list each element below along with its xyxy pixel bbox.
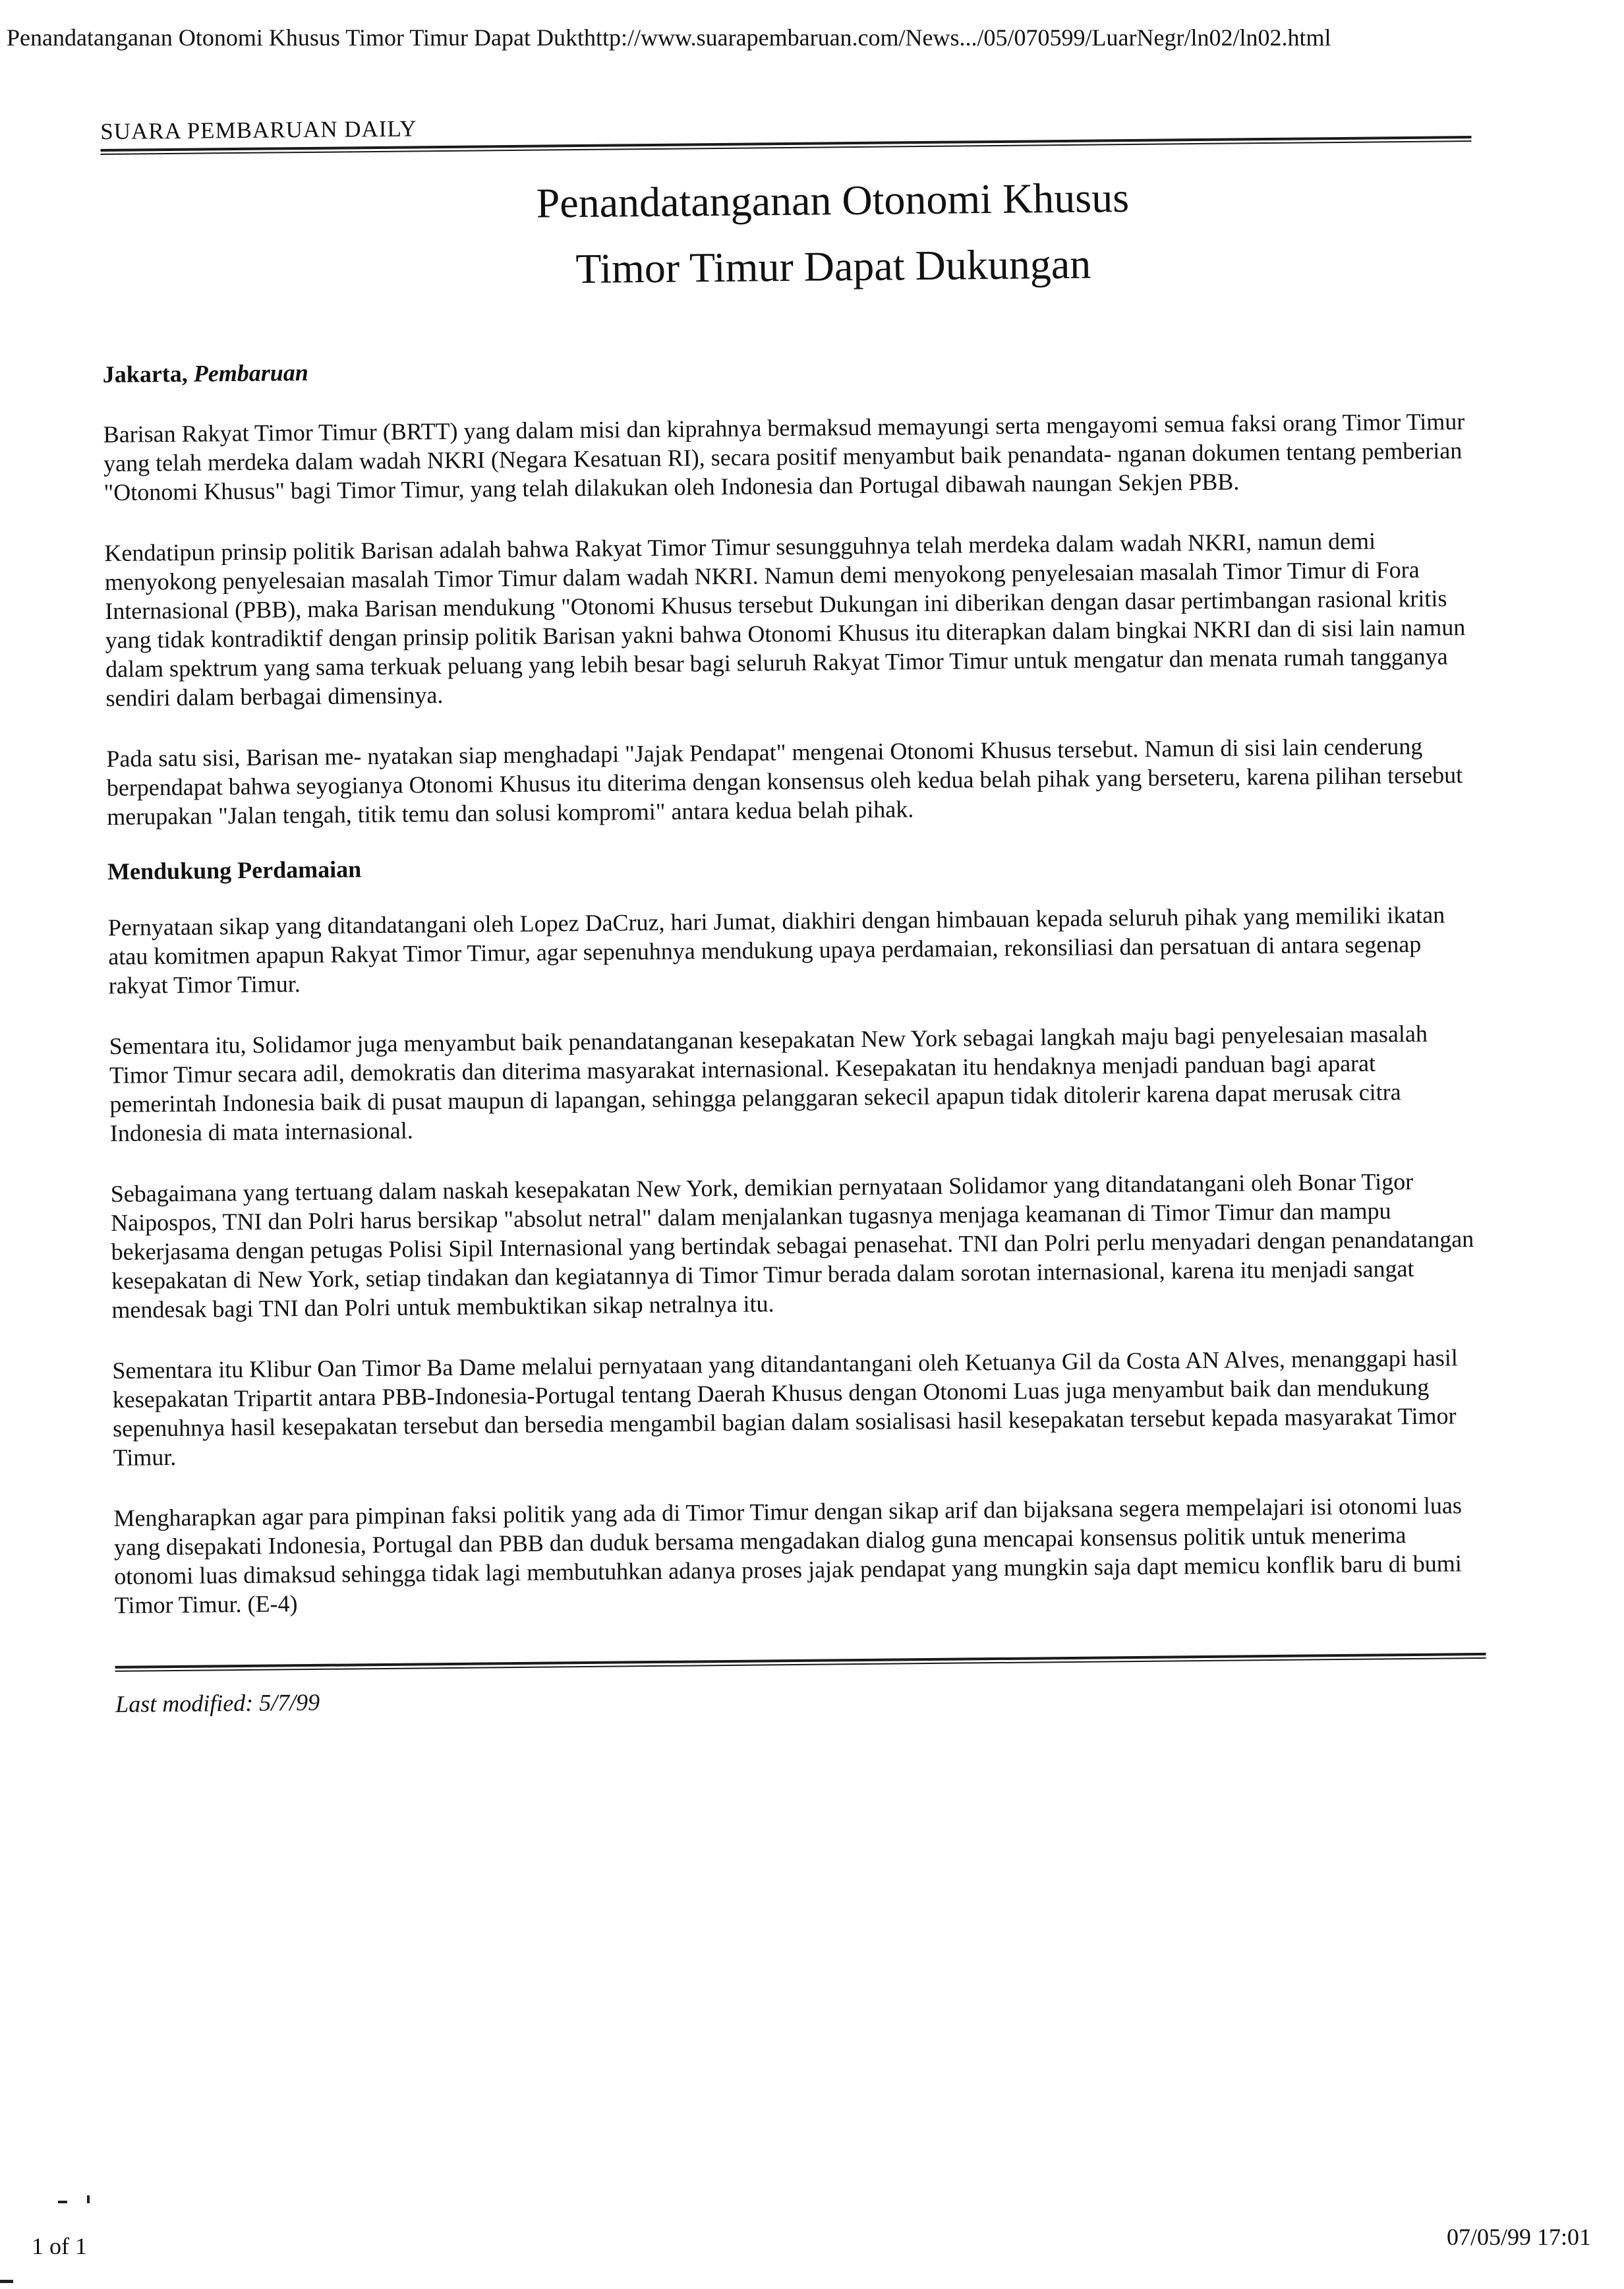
headline-line-1: Penandatanganan Otonomi Khusus	[536, 174, 1130, 227]
print-timestamp: 07/05/99 17:01	[1446, 2224, 1591, 2250]
article-paragraph: Mengharapkan agar para pimpinan faksi politik yang ada di Timor Timur dengan sikap arif dan bijaksana segera mempelajari isi otonomi luas yang disepakati Indonesia, Portugal dan PBB dan duduk bersama mengadakan dialog guna mencapai konsensus politik untuk menerima otonomi luas dimaksud sehingga tidak lagi membutuhkan adanya proses jajak pendapat yang mungkin saja dapt memicu konflik baru di bumi Timor Timur. (E-4)	[113, 1492, 1463, 1619]
site-name: SUARA PEMBARUAN DAILY	[100, 115, 417, 144]
scan-artifact-mark	[58, 2201, 67, 2203]
article-page	[100, 99, 1486, 1718]
article-paragraph: Sementara itu Klibur Oan Timor Ba Dame melalui pernyataan yang ditandantangani oleh Ketuanya Gil da Costa AN Alves, menanggapi hasil kesepakatan Tripartit antara PBB-Indonesia-Portugal tentang Daerah Khusus dengan Otonomi Luas juga menyambut baik dan mendukung sepenuhnya hasil kesepakatan tersebut dan bersedia mengambil bagian dalam sosialisasi hasil kesepakatan tersebut kepada masyarakat Timor Timur.	[112, 1344, 1458, 1471]
article-paragraph: Pernyataan sikap yang ditandatangani oleh Lopez DaCruz, hari Jumat, diakhiri dengan himbauan kepada seluruh pihak yang memiliki ikatan atau komitmen apapun Rakyat Timor Timur, agar sepenuhnya mendukung upaya perdamaian, rekonsiliasi dan persatuan di antara segenap rakyat Timor Timur.	[107, 901, 1445, 999]
page-count: 1 of 1	[32, 2233, 87, 2259]
article-paragraph: Sementara itu, Solidamor juga menyambut baik penandatanganan kesepakatan New York sebagai langkah maju bagi penyelesaian masalah Timor Timur secara adil, demokratis dan diterima masyarakat internasional. Kesepakatan itu hendaknya menjadi panduan bagi aparat pemerintah Indonesia baik di pusat maupun di lapangan, sehingga pelanggaran sekecil apapun tidak ditolerir karena dapat merusak citra Indonesia di mata internasional.	[109, 1020, 1428, 1146]
article-paragraph: Sebagaimana yang tertuang dalam naskah kesepakatan New York, demikian pernyataan Solidamor yang ditandatangani oleh Bonar Tigor Naipospos, TNI dan Polri harus bersikap "absolut netral" dalam menjalankan tugasnya menjaga keamanan di Timor Timur dan mampu bekerjasama dengan petugas Polisi Sipil Internasional yang bertindak sebagai penasehat. TNI dan Polri perlu menyadari dengan penandatangan kesepakatan di New York, setiap tindakan dan kegiatannya di Timor Timur berada dalam sorotan internasional, karena itu menjadi sangat mendesak bagi TNI dan Polri untuk membuktikan sikap netralnya itu.	[110, 1168, 1474, 1323]
headline-line-2: Timor Timur Dapat Dukungan	[575, 240, 1091, 293]
dateline-agency: Pembaruan	[193, 359, 309, 387]
scan-artifact-mark	[0, 2280, 13, 2283]
dateline-place: Jakarta,	[102, 360, 188, 388]
article-paragraph: Barisan Rakyat Timor Timur (BRTT) yang dalam misi dan kiprahnya bermaksud memayungi serta mengayomi semua faksi orang Timor Timur yang telah merdeka dalam wadah NKRI (Negara Kesatuan RI), secara positif menyambut baik penandata- nganan dokumen tentang pemberian "Otonomi Khusus" bagi Timor Timur, yang telah dilakukan oleh Indonesia dan Portugal dibawah naungan Sekjen PBB.	[103, 408, 1465, 506]
section-subheading: Mendukung Perdamaian	[107, 856, 362, 885]
article-paragraph: Kendatipun prinsip politik Barisan adalah bahwa Rakyat Timor Timur sesungguhnya telah merdeka dalam wadah NKRI, namun demi menyokong penyelesaian masalah Timor Timur dalam wadah NKRI. Namun demi menyokong penyelesaian masalah Timor Timur di Fora Internasional (PBB), maka Barisan mendukung "Otonomi Khusus tersebut Dukungan ini diberikan dengan dasar pertimbangan rasional kritis yang tidak kontradiktif dengan prinsip politik Barisan yakni bahwa Otonomi Khusus itu diterapkan dalam bingkai NKRI dan di sisi lain namun dalam spektrum yang sama terkuak peluang yang lebih besar bagi seluruh Rakyat Timor Timur untuk mengatur dan menata rumah tangganya sendiri dalam berbagai dimensinya.	[104, 527, 1466, 711]
last-modified: Last modified: 5/7/99	[115, 1688, 320, 1717]
bottom-divider	[115, 1653, 1486, 1672]
scan-artifact-mark	[87, 2195, 90, 2203]
print-header: Penandatanganan Otonomi Khusus Timor Timur Dapat Dukthttp://www.suarapembaruan.com/News.../05/070599/LuarNegr/ln02/ln02.html	[7, 24, 1331, 51]
dateline	[103, 347, 1474, 388]
article-paragraph: Pada satu sisi, Barisan me- nyatakan siap menghadapi "Jajak Pendapat" mengenai Otonomi Khusus tersebut. Namun di sisi lain cenderung berpendapat bahwa seyogianya Otonomi Khusus itu diterima dengan konsensus oleh kedua belah pihak yang berseteru, karena pilihan tersebut merupakan "Jalan tengah, titik temu dan solusi kompromi" antara kedua belah pihak.	[106, 732, 1463, 830]
article-headline	[101, 162, 1473, 307]
